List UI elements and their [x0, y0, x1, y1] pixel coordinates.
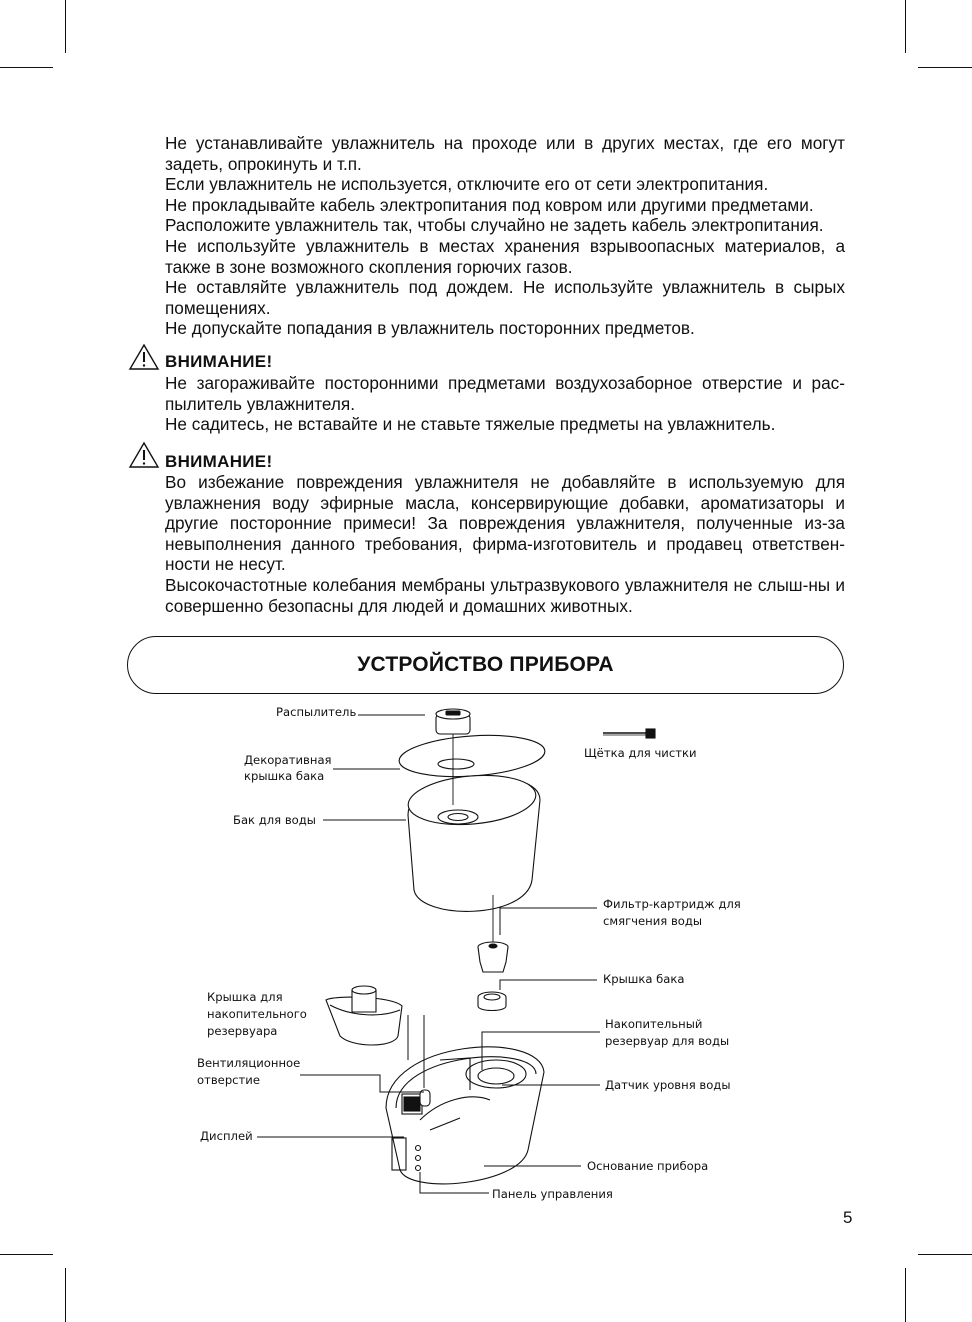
- label-vent: отверстие: [197, 1073, 260, 1087]
- safety-instructions: [165, 133, 845, 339]
- warning-line: Не садитесь, не вставайте и не ставьте тяжелые предметы на увлажнитель.: [165, 414, 776, 435]
- warning-line: Во избежание повреждения увлажнителя не добавляйте в используемую для увлажнения воду эфирные масла, консервирующие добавки, ароматизаторы и другие посторонние примеси! За повреждения увлажнителя, полученные из-за невыполнения данного требования, фирма-изготовитель и продавец ответствен-ности не несут.: [165, 472, 845, 575]
- warning-title: ВНИМАНИЕ!: [165, 452, 273, 471]
- label-water-tank: Бак для воды: [233, 813, 316, 827]
- label-decorative-cover: Декоративная: [244, 753, 332, 767]
- safety-line: Если увлажнитель не используется, отключите его от сети электропитания.: [165, 174, 769, 195]
- label-display: Дисплей: [200, 1129, 253, 1143]
- tank-cap-part: [478, 992, 506, 1011]
- reservoir-cover-part: [326, 986, 402, 1045]
- crop-mark: [0, 1254, 53, 1255]
- warning-line: Высокочастотные колебания мембраны ультразвукового увлажнителя не слыш-ны и совершенно безопасны для людей и домашних животных.: [165, 574, 845, 616]
- device-base-part: [386, 1047, 544, 1184]
- label-reservoir: Накопительный: [605, 1017, 703, 1031]
- label-level-sensor: Датчик уровня воды: [605, 1078, 731, 1092]
- sprayer-part: [436, 709, 470, 734]
- label-reservoir: резервуар для воды: [605, 1034, 730, 1048]
- device-diagram: [0, 700, 972, 1210]
- safety-line: Расположите увлажнитель так, чтобы случайно не задеть кабель электропитания.: [165, 215, 824, 236]
- crop-mark: [65, 1268, 66, 1322]
- warning-text: [165, 472, 845, 616]
- label-brush: Щётка для чистки: [584, 746, 697, 760]
- crop-mark: [0, 67, 53, 68]
- crop-mark: [905, 0, 906, 53]
- label-reservoir-cover: накопительного: [207, 1007, 307, 1021]
- safety-line: Не устанавливайте увлажнитель на проходе или в других местах, где его могут задеть, опрокинуть и т.п.: [165, 133, 845, 174]
- label-filter-cartridge: Фильтр-картридж для: [603, 897, 741, 911]
- warning-title: ВНИМАНИЕ!: [165, 352, 273, 371]
- warning-line: Не загораживайте посторонними предметами воздухозаборное отверстие и рас-пылитель увлажнителя.: [165, 373, 845, 414]
- crop-mark: [918, 1254, 972, 1255]
- label-reservoir-cover: резервуара: [207, 1024, 278, 1038]
- crop-mark: [905, 1268, 906, 1322]
- label-sprayer: Распылитель: [276, 705, 357, 719]
- label-base: Основание прибора: [587, 1159, 709, 1173]
- decorative-cover-part: [398, 731, 546, 781]
- safety-line: Не оставляйте увлажнитель под дождем. Не используйте увлажнитель в сырых помещениях.: [165, 277, 845, 318]
- label-decorative-cover: крышка бака: [244, 769, 325, 783]
- warning-text: [165, 373, 845, 435]
- crop-mark: [918, 67, 972, 68]
- crop-mark: [65, 0, 66, 53]
- safety-line: Не прокладывайте кабель электропитания под ковром или другими предметами.: [165, 194, 814, 215]
- label-reservoir-cover: Крышка для: [207, 990, 283, 1004]
- warning-icon: [128, 343, 160, 371]
- section-header: [127, 636, 844, 694]
- safety-line: Не используйте увлажнитель в местах хранения взрывоопасных материалов, а также в зоне возможного скопления горючих газов.: [165, 235, 845, 277]
- label-control-panel: Панель управления: [492, 1187, 613, 1201]
- label-tank-cap: Крышка бака: [603, 972, 685, 986]
- warning-icon: [128, 441, 160, 469]
- label-vent: Вентиляционное: [197, 1056, 301, 1070]
- label-filter-cartridge: смягчения воды: [603, 914, 703, 928]
- cleaning-brush-part: [603, 729, 655, 738]
- water-tank-part: [406, 771, 540, 912]
- filter-cartridge-part: [478, 942, 508, 972]
- safety-line: Не допускайте попадания в увлажнитель посторонних предметов.: [165, 318, 695, 339]
- page-number: 5: [843, 1208, 853, 1227]
- section-title: УСТРОЙСТВО ПРИБОРА: [357, 653, 614, 676]
